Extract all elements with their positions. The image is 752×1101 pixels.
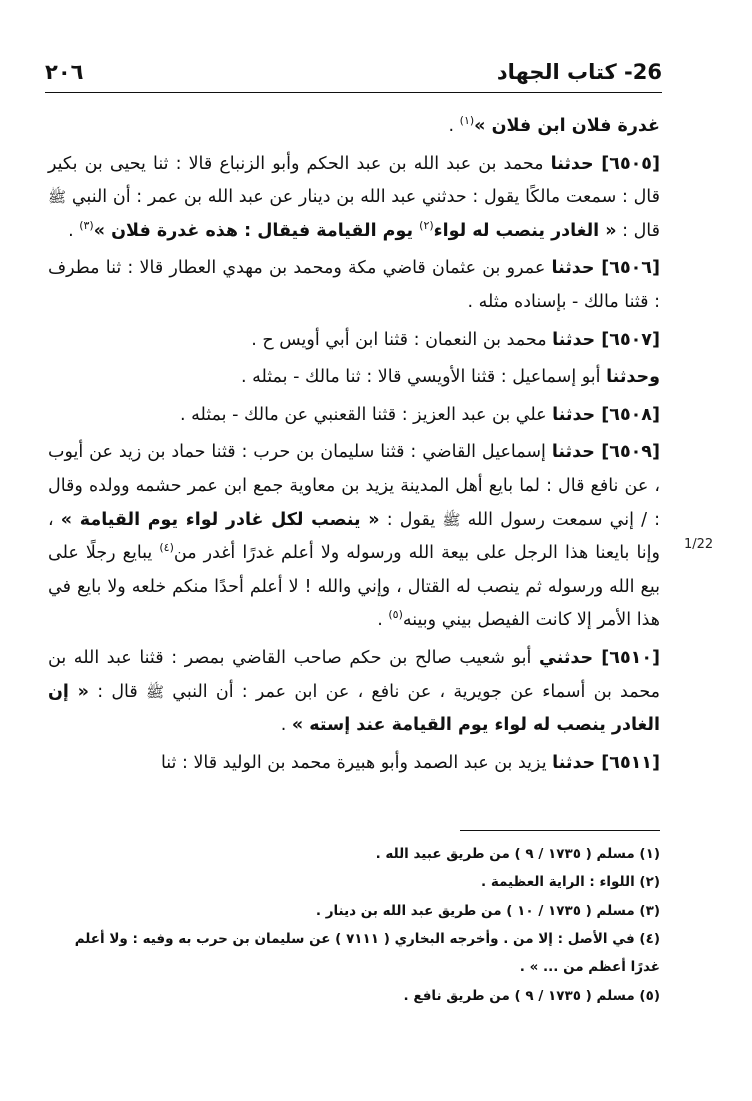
- hadith-6505: [٦٥٠٥] حدثنا محمد بن عبد الله بن عبد الحكم وأبو الزنباع قالا : ثنا يحيى بن بكير قال : سمعت مالكًا يقول : حدثني عبد الله بن دينار عن عبد الله بن عمر : أن النبي ﷺ قال : « الغادر ينصب له لواء$^{(٢)}$ يوم القيامة فيقال : هذه غدرة فلان »$^{(٣)}$ .: [48, 153, 660, 241]
- hadith-6506: [٦٥٠٦] حدثنا عمرو بن عثمان قاضي مكة ومحمد بن مهدي العطار قالا : ثنا مطرف : قثنا مالك - بإسناده مثله .: [48, 258, 660, 312]
- page-header: [45, 52, 662, 93]
- margin-reference: 1/22: [684, 537, 714, 552]
- footnotes: [48, 840, 660, 1010]
- hadith-6511: [٦٥١١] حدثنا يزيد بن عبد الصمد وأبو هبيرة محمد بن الوليد قالا : ثنا: [160, 752, 660, 773]
- footnote-ref: (٤): [159, 541, 174, 555]
- hadith-number: [٦٥١١]: [601, 752, 660, 773]
- salutation-glyph: ﷺ: [48, 188, 67, 207]
- footnote: (٢) اللواء : الراية العظيمة .: [480, 874, 660, 891]
- hadith-number: [٦٥٠٦]: [601, 258, 660, 279]
- footnote-ref: (١): [459, 114, 475, 128]
- footnote: (٥) مسلم ( ١٧٣٥ / ٩ ) من طريق نافع .: [403, 987, 660, 1004]
- hadith-6508: [٦٥٠٨] حدثنا علي بن عبد العزيز : قثنا القعنبي عن مالك - بمثله .: [179, 404, 660, 425]
- footnote: (٤) في الأصل : إلا من . وأخرجه البخاري ( ٧١١١ ) عن سليمان بن حرب به وفيه : ولا أعلم غدرًا أعظم من ... » .: [74, 931, 660, 976]
- hadith-number: [٦٥٠٧]: [601, 329, 660, 350]
- footnote: (٣) مسلم ( ١٧٣٥ / ١٠ ) من طريق عبد الله بن دينار .: [315, 902, 660, 919]
- chapter-title: 26- كتاب الجهاد: [496, 60, 662, 84]
- main-text: [48, 110, 660, 780]
- salutation-glyph: ﷺ: [442, 510, 461, 529]
- footnote-ref: (٢): [419, 218, 434, 232]
- page-number: ٢٠٦: [45, 60, 84, 84]
- hadith-6510: [٦٥١٠] حدثني أبو شعيب صالح بن حكم صاحب القاضي بمصر : قثنا عبد الله بن محمد بن أسماء عن جويرية ، عن نافع ، عن ابن عمر : أن النبي ﷺ قال : « إن الغادر ينصب له لواء يوم القيامة عند إسته » .: [48, 647, 661, 736]
- hadith-6507-alt-chain: وحدثنا أبو إسماعيل : قثنا الأويسي قالا : ثنا مالك - بمثله .: [240, 367, 660, 388]
- hadith-6507: [٦٥٠٧] حدثنا محمد بن النعمان : قثنا ابن أبي أويس ح .: [251, 329, 660, 350]
- footnote-ref: (٣): [79, 218, 94, 232]
- footnote-ref: (٥): [388, 608, 403, 622]
- text-paragraph: غدرة فلان ابن فلان »$^{(١)}$ .: [448, 114, 660, 136]
- footnote-separator: [460, 830, 660, 831]
- hadith-number: [٦٥٠٥]: [601, 153, 660, 174]
- footnote: (١) مسلم ( ١٧٣٥ / ٩ ) من طريق عبيد الله .: [375, 846, 660, 862]
- hadith-number: [٦٥١٠]: [601, 647, 661, 668]
- hadith-6509: [٦٥٠٩] حدثنا إسماعيل القاضي : قثنا سليمان بن حرب : قثنا حماد بن زيد عن أيوب ، عن نافع قال : لما بايع أهل المدينة يزيد بن معاوية جمع ابن عمر حشمه وولده وقال : / إني سمعت رسول الله ﷺ يقول : « ينصب لكل غادر لواء يوم القيامة » ، وإنا بايعنا هذا الرجل على بيعة الله ورسوله ولا أعلم غدرًا أغدر من$^{(٤)}$ يبايع رجلًا على بيع الله ورسوله ثم ينصب له القتال ، وإني والله ! لا أعلم أحدًا منكم خلعه ولا بايع في هذا الأمر إلا كانت الفيصل بيني وبينه$^{(٥)}$ .: [48, 442, 660, 631]
- hadith-number: [٦٥٠٩]: [601, 442, 660, 463]
- salutation-glyph: ﷺ: [145, 682, 165, 701]
- hadith-number: [٦٥٠٨]: [601, 404, 660, 425]
